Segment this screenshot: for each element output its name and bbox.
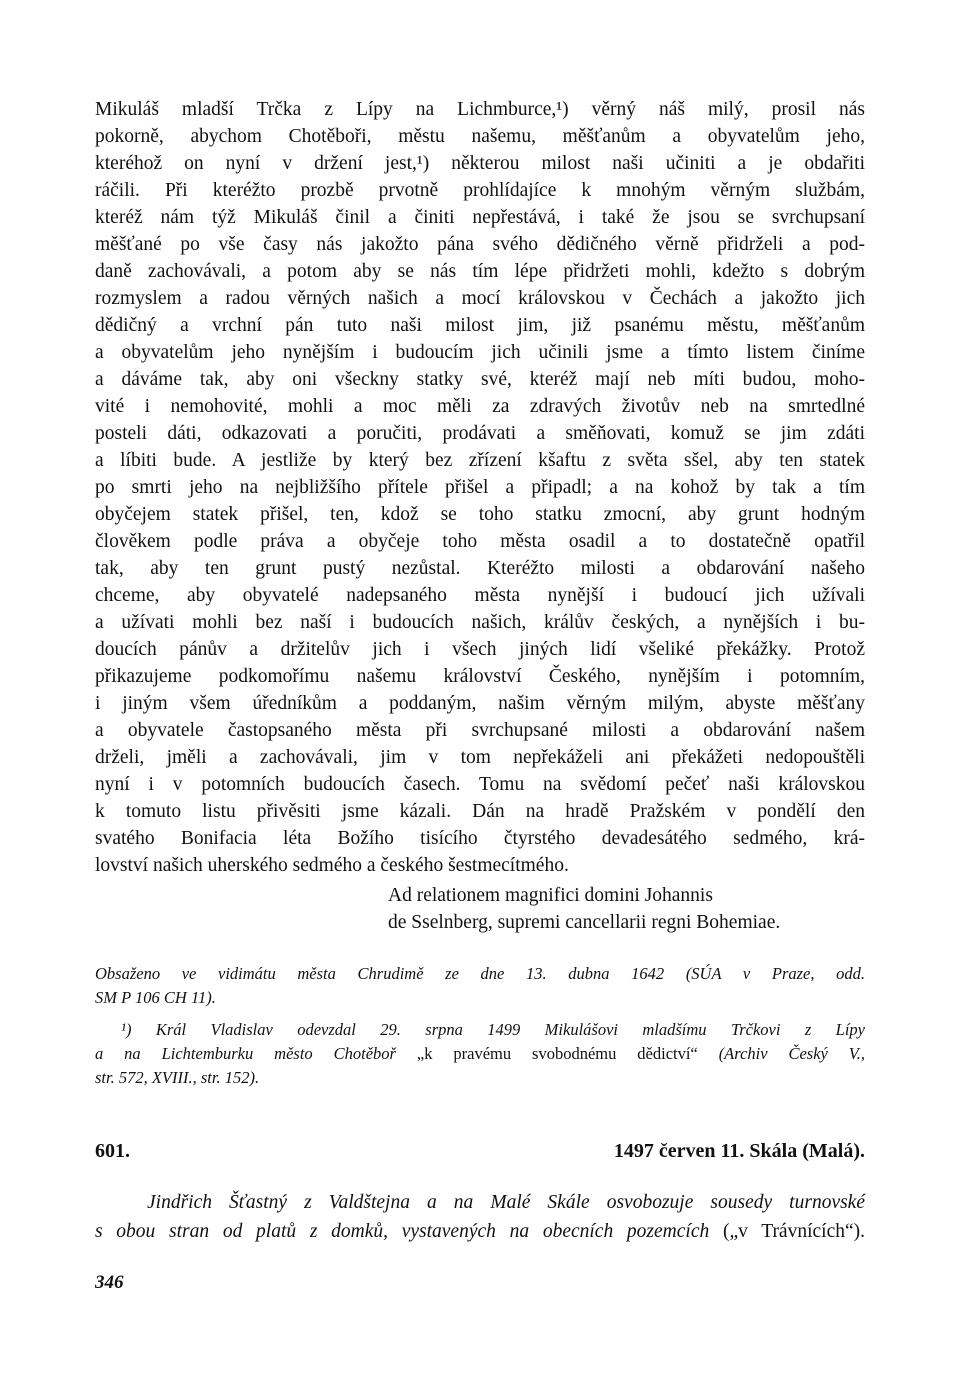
body-line: a obyvatelům jeho nynějším i budoucím jich učinili jsme a tímto listem činíme [95, 342, 865, 363]
body-line: dědičný a vrchní pán tuto naši milost jim, již psanému městu, měšťanům [95, 315, 865, 336]
body-line: nyní i v potomních budoucích časech. Tomu na svědomí pečeť naši královskou [95, 774, 865, 795]
document-page [95, 96, 866, 1293]
charter-body [95, 96, 865, 879]
body-line: pokorně, abychom Chotěboři, městu našemu, měšťanům a obyvatelům jeho, [95, 126, 865, 147]
footnote [95, 1018, 865, 1090]
summary-line-2-text: s obou stran od platů z domků, vystavených na obecních pozemcích [95, 1221, 723, 1242]
signature-line-1: Ad relationem magnifici domini Johannis [388, 885, 713, 906]
body-line: ráčili. Při kteréžto prozbě prvotně prohlídajíce k mnohým věrným službám, [95, 180, 865, 201]
summary-line-2 [95, 1217, 865, 1246]
source-note-line-2: SM P 106 CH 11). [95, 988, 216, 1007]
summary-line-1: Jindřich Šťastný z Valdštejna a na Malé Skále osvobozuje sousedy turnovské [147, 1192, 865, 1213]
body-line: i jiným všem úředníkům a poddaným, našim věrným milým, abyste měšťany [95, 693, 865, 714]
body-line: a líbiti bude. A jestliže by který bez zřízení kšaftu z světa sšel, aby ten statek [95, 450, 865, 471]
body-line: a užívati mohli bez naší i budoucích našich, králův českých, a nynějších i bu- [95, 612, 865, 633]
footnote-line-2 [95, 1042, 865, 1066]
entry-number: 601. [95, 1140, 130, 1162]
entry-summary [95, 1188, 865, 1246]
body-line: kteréhož on nyní v držení jest,¹) některou milost naši učiniti a je obdařiti [95, 153, 865, 174]
body-line: člověkem podle práva a obyčeje toho města osadil a to dostatečně opatřil [95, 531, 865, 552]
page-number: 346 [95, 1272, 124, 1293]
entry-date-place: 1497 červen 11. Skála (Malá). [613, 1140, 865, 1162]
body-line: daně zachovávali, a potom aby se nás tím lépe přidržeti mohli, kdežto s dobrým [95, 261, 865, 282]
body-line: posteli dáti, odkazovati a poručiti, prodávati a směňovati, komuž se jim zdáti [95, 423, 865, 444]
body-line: kteréž nám týž Mikuláš činil a činiti nepřestává, i také že jsou se svrchupsaní [95, 207, 865, 228]
body-line: a obyvatele častopsaného města při svrchupsané milosti a obdarování našem [95, 720, 865, 741]
body-line: přikazujeme podkomořímu našemu království Českého, nynějším i potomním, [95, 666, 865, 687]
body-line: chceme, aby obyvatelé nadepsaného města nynější i budoucí jich užívali [95, 585, 865, 606]
body-line: drželi, jměli a zachovávali, jim v tom nepřekáželi ani překážeti nedopouštěli [95, 747, 865, 768]
footnote-line-2-end: (Archiv Český V., [697, 1044, 866, 1063]
body-line: Mikuláš mladší Trčka z Lípy na Lichmburce,¹) věrný náš milý, prosil nás [95, 99, 865, 120]
body-line: rozmyslem a radou věrných našich a mocí královskou v Čechách a jakožto jich [95, 288, 865, 309]
summary-place-name: („v Trávnících“). [722, 1221, 866, 1242]
body-line: obyčejem statek přišel, ten, kdož se toho statku zmocní, aby grunt hodným [95, 504, 865, 525]
footnote-quote: „k pravému svobodnému dědictví“ [416, 1044, 698, 1063]
source-note-line-1: Obsaženo ve vidimátu města Chrudimě ze dne 13. dubna 1642 (SÚA v Praze, odd. [95, 964, 865, 983]
body-line: a dáváme tak, aby oni všeckny statky své, kteréž mají neb míti budou, moho- [95, 369, 865, 390]
footnote-line-1: ¹) Král Vladislav odevzdal 29. srpna 1499 Mikulášovi mladšímu Trčkovi z Lípy [121, 1020, 865, 1039]
body-line: svatého Bonifacia léta Božího tisícího čtyrstého devadesátého sedmého, krá- [95, 828, 865, 849]
source-note [95, 962, 865, 1010]
footnote-line-3: str. 572, XVIII., str. 152). [95, 1068, 260, 1087]
body-line: k tomuto listu přivěsiti jsme kázali. Dán na hradě Pražském v pondělí den [95, 801, 865, 822]
body-line: doucích pánův a držitelův jich i všech jiných lidí všeliké překážky. Protož [95, 639, 865, 660]
body-line: měšťané po vše časy nás jakožto pána svého dědičného věrně přidrželi a pod- [95, 234, 865, 255]
body-line: lovství našich uherského sedmého a českého šestmecítmého. [95, 855, 569, 876]
body-line: tak, aby ten grunt pustý nezůstal. Kteréžto milosti a obdarování našeho [95, 558, 865, 579]
body-line: po smrti jeho na nejbližšího přítele přišel a připadl; a na kohož by tak a tím [95, 477, 865, 498]
body-line: vité i nemohovité, mohli a moc měli za zdravých životův neb na smrtedlné [95, 396, 865, 417]
footnote-line-2-start: a na Lichtemburku město Chotěboř [95, 1044, 417, 1063]
signature-line-2: de Sselnberg, supremi cancellarii regni Bohemiae. [388, 912, 781, 933]
